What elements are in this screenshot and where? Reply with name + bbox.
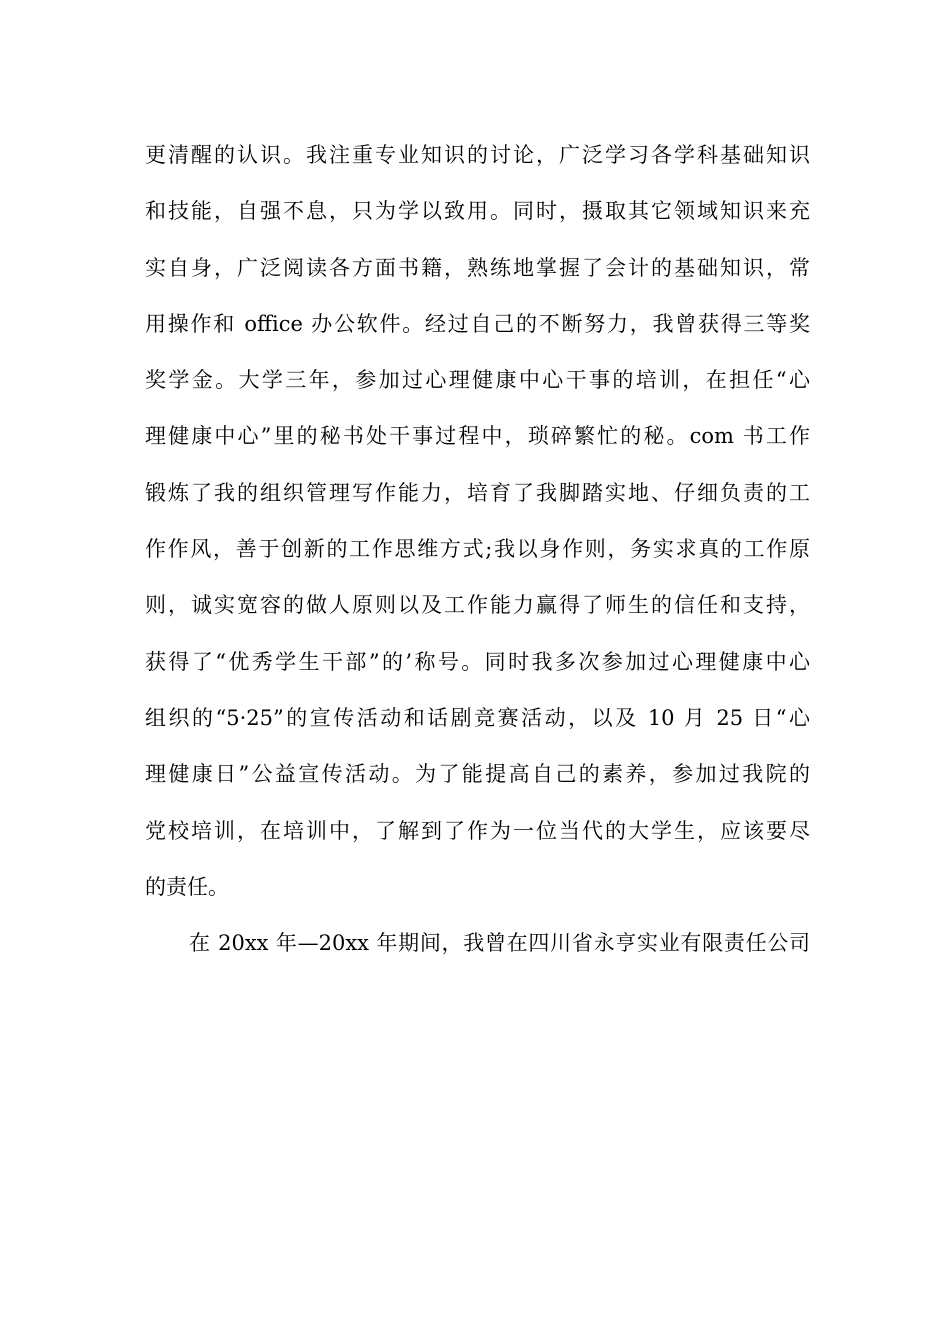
text-line: 则，诚实宽容的做人原则以及工作能力赢得了师生的信任和支持， [145,593,810,618]
text-line: 党校培训，在培训中，了解到了作为一位当代的大学生，应该要尽 [145,818,810,843]
text-line: 锻炼了我的组织管理写作能力，培育了我脚踏实地、仔细负责的工 [145,480,810,505]
paragraph-2 [145,915,810,971]
text-line: 作作风，善于创新的工作思维方式;我以身作则，务实求真的工作原 [145,537,810,562]
body-text [145,127,810,971]
text-line: 奖学金。大学三年，参加过心理健康中心干事的培训，在担任“心 [145,368,810,393]
text-line: 获得了“优秀学生干部”的’称号。同时我多次参加过心理健康中心 [145,649,810,674]
paragraph-1 [145,127,810,915]
text-line: 理健康中心”里的秘书处干事过程中，琐碎繁忙的秘。com 书工作 [145,424,810,449]
text-line: 理健康日”公益宣传活动。为了能提高自己的素养，参加过我院的 [145,762,810,787]
text-line: 和技能，自强不息，只为学以致用。同时，摄取其它领域知识来充 [145,199,810,224]
text-line: 用操作和 office 办公软件。经过自己的不断努力，我曾获得三等奖 [145,311,810,336]
text-line: 在 20xx 年—20xx 年期间，我曾在四川省永亨实业有限责任公司 [189,931,810,956]
text-line: 组织的“5·25”的宣传活动和话剧竞赛活动，以及 10 月 25 日“心 [145,705,810,730]
text-line: 的责任。 [145,874,229,899]
text-line: 更清醒的认识。我注重专业知识的讨论，广泛学习各学科基础知识 [145,143,810,167]
text-line: 实自身，广泛阅读各方面书籍，熟练地掌握了会计的基础知识，常 [145,255,810,280]
